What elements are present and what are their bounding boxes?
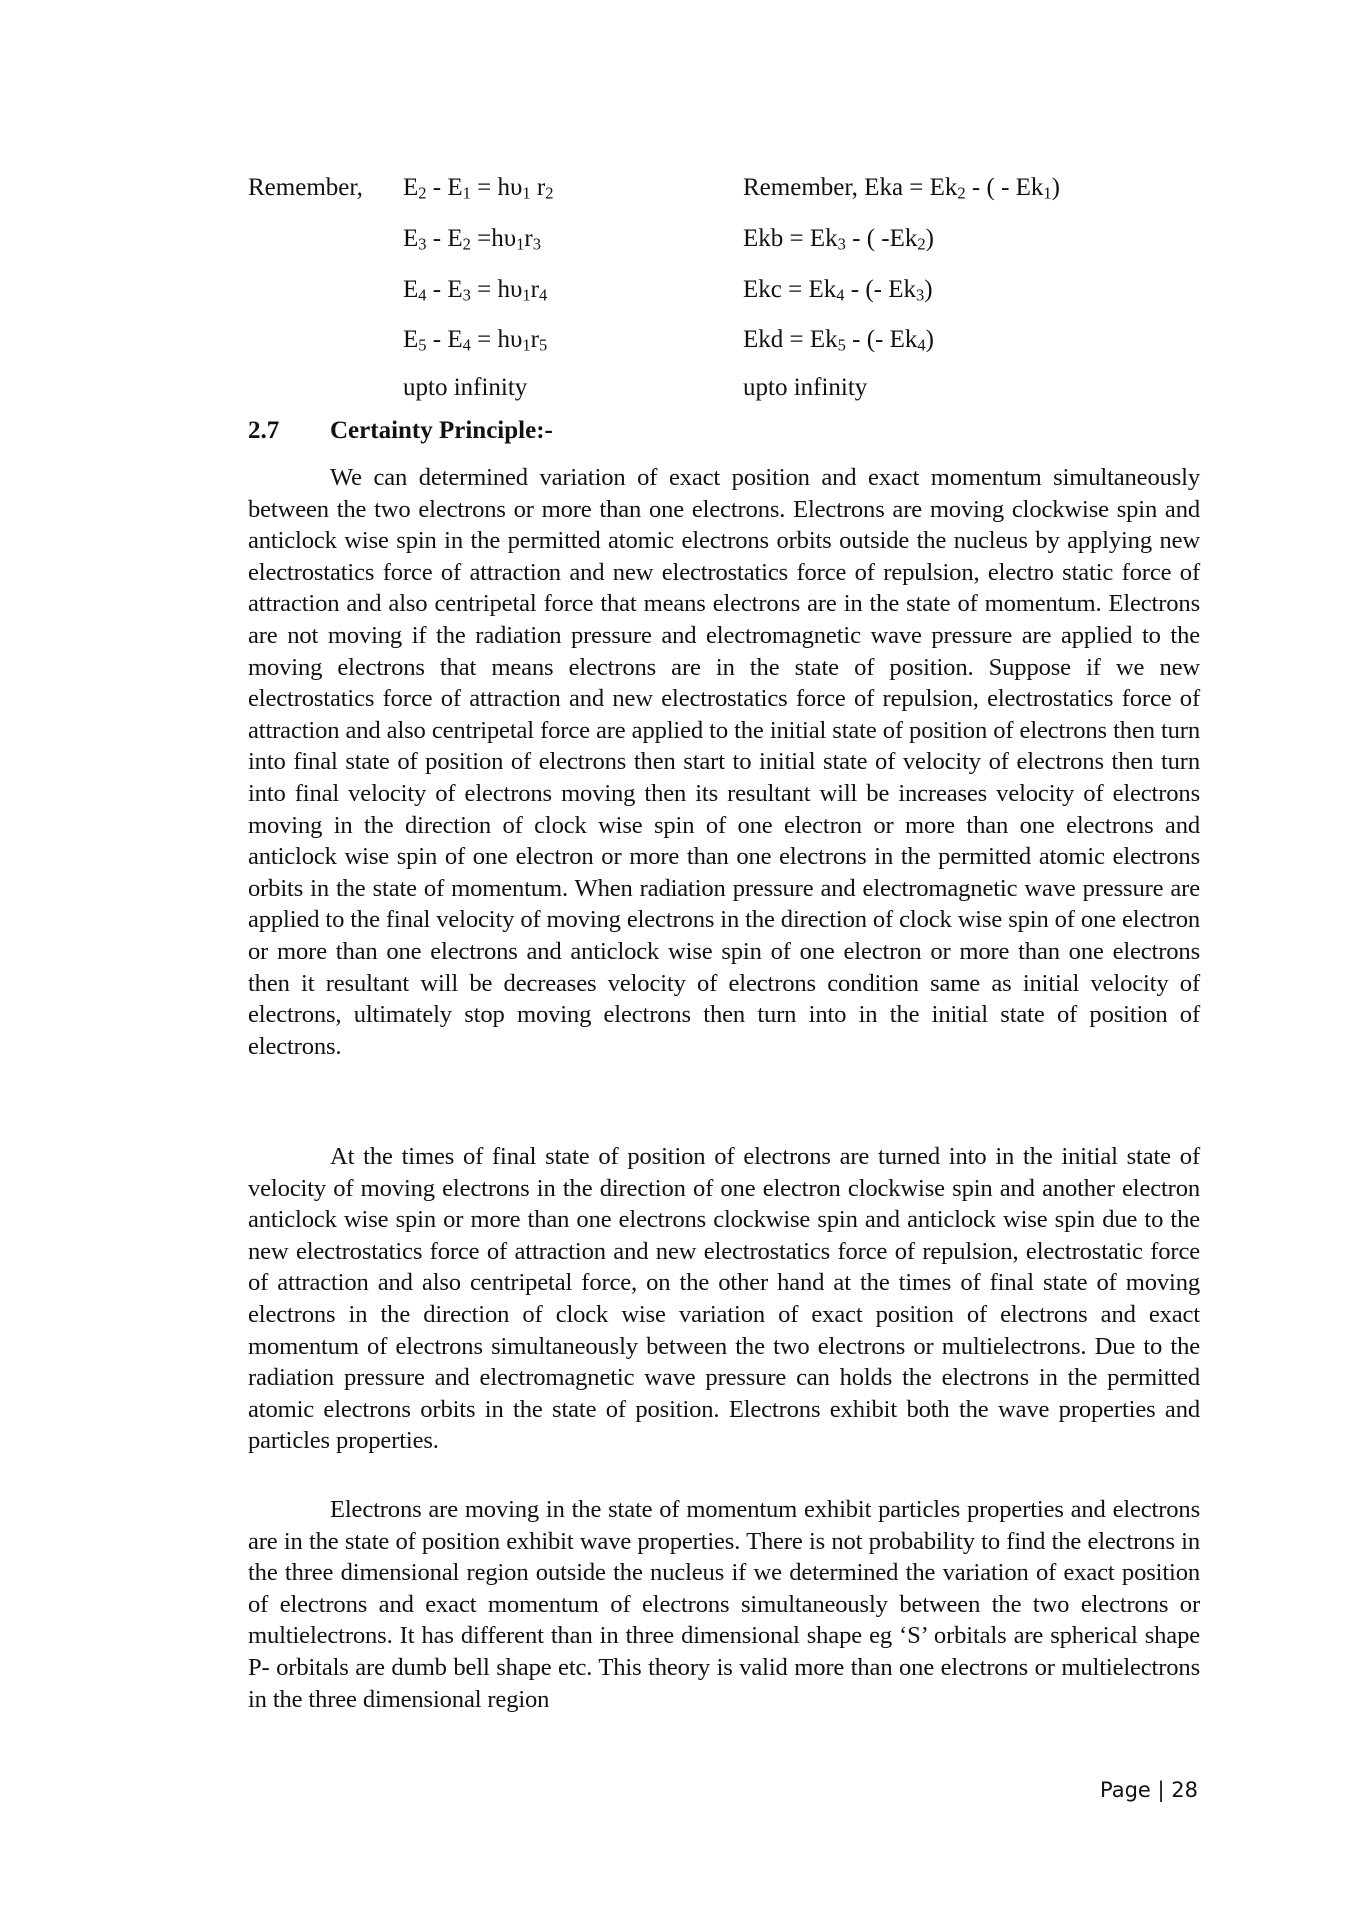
- kinetic-equation-1: Remember, Eka = $Ek_2$ - ( - $Ek_1$): [743, 174, 1060, 203]
- section-title: Certainty Principle:-: [330, 417, 553, 444]
- kinetic-equation-3: Ekc = $Ek_4$ - (- $Ek_3$): [743, 276, 933, 305]
- paragraph-1: We can determined variation of exact position and exact momentum simultaneously between the two electrons or more than one electrons. Electrons are moving clockwise spin and anticlock wise spin in the permitted atomic electrons orbits outside the nucleus by applying new electrostatics force of attraction and new electrostatics force of repulsion, electro static force of attraction and also centripetal force that means electrons are in the state of momentum. Electrons are not moving if the radiation pressure and electromagnetic wave pressure are applied to the moving electrons that means electrons are in the state of position. Suppose if we new electrostatics force of attraction and new electrostatics force of repulsion, electrostatics force of attraction and also centripetal force are applied to the initial state of position of electrons then turn into final state of position of electrons then start to initial state of velocity of electrons then turn into final velocity of electrons moving then its resultant will be increases velocity of electrons moving in the direction of clock wise spin of one electron or more than one electrons and anticlock wise spin of one electron or more than one electrons in the permitted atomic electrons orbits in the state of momentum. When radiation pressure and electromagnetic wave pressure are applied to the final velocity of moving electrons in the direction of clock wise spin of one electron or more than one electrons and anticlock wise spin of one electron or more than one electrons then it resultant will be decreases velocity of electrons condition same as initial velocity of electrons, ultimately stop moving electrons then turn into in the initial state of position of electrons.: [248, 464, 1200, 1060]
- left-upto-infinity: upto infinity: [403, 374, 528, 401]
- page-number: Page | 28: [1100, 1778, 1198, 1802]
- section-number: 2.7: [248, 417, 280, 444]
- paragraph-2: At the times of final state of position of electrons are turned into in the initial state of velocity of moving electrons in the direction of one electron clockwise spin and another electron anticlock wise spin or more than one electrons clockwise spin and anticlock wise spin due to the new electrostatics force of attraction and new electrostatics force of repulsion, electrostatic force of attraction and also centripetal force, on the other hand at the times of final state of moving electrons in the direction of clock wise variation of exact position of electrons and exact momentum of electrons simultaneously between the two electrons or multielectrons. Due to the radiation pressure and electromagnetic wave pressure can holds the electrons in the permitted atomic electrons orbits in the state of position. Electrons exhibit both the wave properties and particles properties.: [248, 1143, 1200, 1455]
- energy-equation-3: $E_4 - E_3 = h\upsilon_1r_4$: [403, 276, 548, 305]
- section-heading: [248, 416, 553, 446]
- kinetic-equation-4: Ekd = $Ek_5$ - (- $Ek_4$): [743, 326, 934, 355]
- energy-equation-1: $E_2 - E_1 = h\upsilon_1$ $r_2$: [403, 174, 554, 203]
- energy-equation-2: $E_3 - E_2 =h\upsilon_1r_3$: [403, 225, 541, 254]
- right-upto-infinity: upto infinity: [743, 374, 868, 401]
- kinetic-equation-2: Ekb = $Ek_3$ - ( $-Ek_2$): [743, 225, 934, 254]
- energy-equation-4: $E_5 - E_4 = h\upsilon_1r_5$: [403, 326, 548, 355]
- paragraph-3: Electrons are moving in the state of momentum exhibit particles properties and electrons are in the state of position exhibit wave properties. There is not probability to find the electrons in the three dimensional region outside the nucleus if we determined the variation of exact position of electrons and exact momentum of electrons simultaneously between the two electrons or multielectrons. It has different than in three dimensional shape eg ‘S’ orbitals are spherical shape P- orbitals are dumb bell shape etc. This theory is valid more than one electrons or multielectrons in the three dimensional region: [248, 1496, 1200, 1713]
- remember-label: Remember,: [248, 174, 363, 201]
